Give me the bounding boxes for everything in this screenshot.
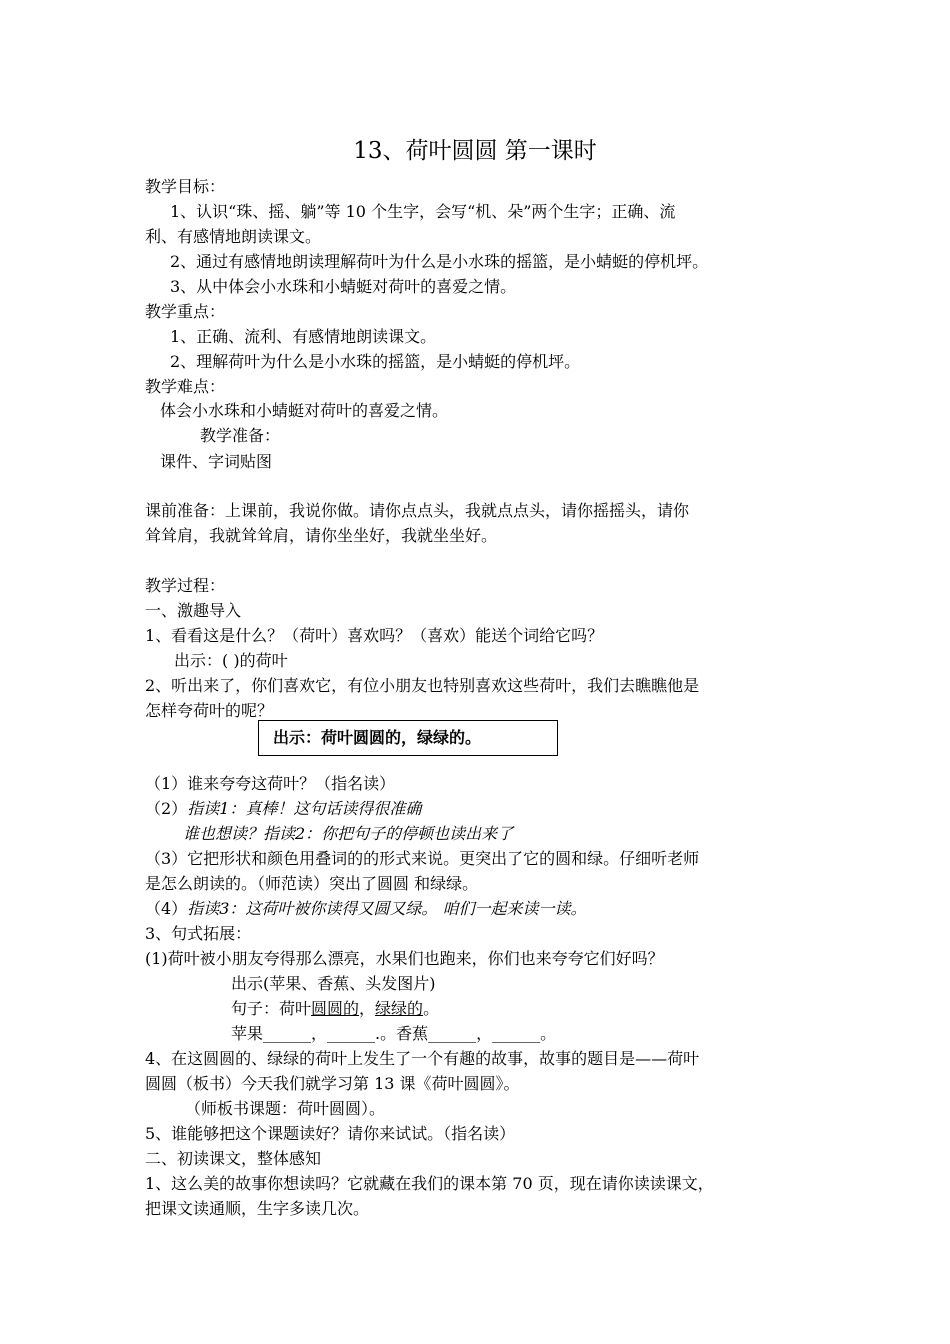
reading-item-2 — [145, 798, 421, 820]
step-1-2: 2、听出来了，你们喜欢它，有位小朋友也特别喜欢这些荷叶，我们去瞧瞧他是 — [145, 676, 700, 695]
step-one-heading: 一、激趣导入 — [145, 601, 242, 620]
sentence-pattern — [231, 998, 439, 1020]
objective-3: 3、从中体会小水珠和小蜻蜓对荷叶的喜爱之情。 — [170, 277, 517, 296]
display-box-text: 出示：荷叶圆圆的，绿绿的。 — [273, 728, 482, 747]
step-1-2-cont: 怎样夸荷叶的呢？ — [145, 701, 274, 720]
objective-1-cont: 利、有感情地朗读课文。 — [145, 227, 322, 246]
step-two-heading: 二、初读课文，整体感知 — [145, 1149, 322, 1168]
key-point-1: 1、正确、流利、有感情地朗读课文。 — [170, 327, 437, 346]
difficulty-1: 体会小水珠和小蜻蜓对荷叶的喜爱之情。 — [160, 401, 449, 420]
sentence-pattern-word-2: 绿绿的 — [375, 999, 424, 1018]
reading-item-4 — [145, 898, 586, 920]
sentence-pattern-word-1: 圆圆的 — [311, 999, 360, 1018]
step-1-4: 4、在这圆圆的、绿绿的荷叶上发生了一个有趣的故事，故事的题目是——荷叶 — [145, 1049, 700, 1068]
reading-item-4-text: 指读3：这荷叶被你读得又圆又绿。 咱们一起来读一读。 — [187, 899, 587, 918]
reading-item-4-number: （4） — [145, 899, 188, 918]
preparation-items: 课件、字词贴图 — [160, 452, 273, 471]
section-heading-objectives: 教学目标： — [145, 177, 226, 196]
section-heading-preparation: 教学准备： — [200, 426, 281, 445]
step-2-1: 1、这么美的故事你想读吗？它就藏在我们的课本第 70 页，现在请你读读课文， — [145, 1174, 714, 1193]
sentence-blanks: 苹果______，______.。香蕉______，______。 — [231, 1024, 557, 1043]
step-1-3-display: 出示(苹果、香蕉、头发图片) — [231, 974, 436, 993]
page-title: 13、荷叶圆圆 第一课时 — [353, 138, 597, 164]
step-1-3: 3、句式拓展： — [145, 924, 252, 943]
step-1-4-note: （师板书课题：荷叶圆圆）。 — [185, 1099, 386, 1118]
section-heading-process: 教学过程： — [145, 576, 226, 595]
step-1-1-display: 出示：( )的荷叶 — [174, 651, 288, 670]
sentence-pattern-period: 。 — [423, 999, 440, 1018]
sentence-pattern-prefix: 句子：荷叶 — [231, 999, 312, 1018]
reading-item-2-cont: 谁也想读？指读2：你把句子的停顿也读出来了 — [183, 824, 514, 843]
reading-item-1: （1）谁来夸夸这荷叶？（指名读） — [145, 774, 396, 793]
step-1-5: 5、谁能够把这个课题读好？请你来试试。（指名读） — [145, 1124, 516, 1143]
display-box — [258, 720, 558, 756]
key-point-2: 2、理解荷叶为什么是小水珠的摇篮，是小蜻蜓的停机坪。 — [170, 352, 581, 371]
objective-1: 1、认识“珠、摇、躺”等 10 个生字，会写“机、朵”两个生字；正确、流 — [170, 202, 676, 221]
pre-class-paragraph-cont: 耸耸肩，我就耸耸肩，请你坐坐好，我就坐坐好。 — [145, 526, 498, 545]
reading-item-3-cont: 是怎么朗读的。（师范读）突出了圆圆 和绿绿。 — [145, 874, 479, 893]
objective-2: 2、通过有感情地朗读理解荷叶为什么是小水珠的摇篮，是小蜻蜓的停机坪。 — [170, 252, 709, 271]
reading-item-2-text: 指读1：真棒！这句话读得很准确 — [187, 799, 422, 818]
step-1-3-1: (1)荷叶被小朋友夸得那么漂亮，水果们也跑来，你们也来夸夸它们好吗？ — [145, 949, 664, 968]
step-2-1-cont: 把课文读通顺，生字多读几次。 — [145, 1199, 370, 1218]
reading-item-2-number: （2） — [145, 799, 188, 818]
reading-item-3: （3）它把形状和颜色用叠词的的形式来说。更突出了它的圆和绿。仔细听老师 — [145, 849, 700, 868]
sentence-pattern-comma: ， — [359, 999, 376, 1018]
step-1-1: 1、看看这是什么？（荷叶）喜欢吗？（喜欢）能送个词给它吗？ — [145, 626, 604, 645]
step-1-4-cont: 圆圆（板书）今天我们就学习第 13 课《荷叶圆圆》。 — [145, 1074, 520, 1093]
pre-class-paragraph: 课前准备：上课前，我说你做。请你点点头，我就点点头，请你摇摇头，请你 — [145, 501, 690, 520]
section-heading-key-points: 教学重点： — [145, 302, 226, 321]
section-heading-difficulties: 教学难点： — [145, 377, 226, 396]
